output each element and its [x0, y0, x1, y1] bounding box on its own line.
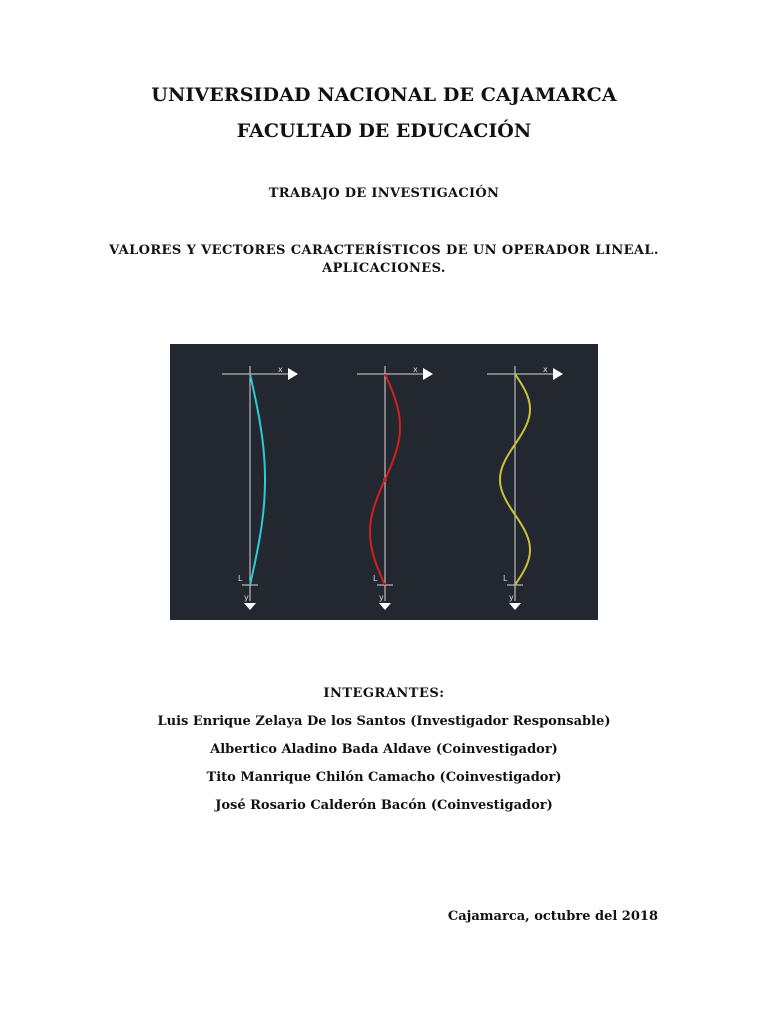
mode-panel-3 [487, 365, 563, 610]
y-axis-arrow-icon [379, 603, 391, 610]
length-label: L [373, 574, 378, 583]
faculty-name: FACULTAD DE EDUCACIÓN [236, 120, 532, 142]
mode-shapes-figure [170, 344, 598, 620]
length-label: L [503, 574, 508, 583]
member-item: Luis Enrique Zelaya De los Santos (Investigador Responsable) [157, 714, 611, 729]
x-axis-arrow-icon [553, 368, 563, 380]
y-axis-label: y [509, 593, 514, 602]
mode-shape-curve [250, 374, 265, 585]
y-axis-arrow-icon [509, 603, 521, 610]
x-axis-label: x [543, 365, 548, 374]
x-axis-arrow-icon [288, 368, 298, 380]
document-title-line-1: VALORES Y VECTORES CARACTERÍSTICOS DE UN OPERADOR LINEAL. [109, 243, 659, 258]
document-title-line-2: APLICACIONES. [322, 261, 446, 276]
x-axis-arrow-icon [423, 368, 433, 380]
members-heading: INTEGRANTES: [323, 686, 445, 701]
member-item: Albertico Aladino Bada Aldave (Coinvestigador) [210, 742, 558, 757]
x-axis-label: x [413, 365, 418, 374]
mode-shapes-diagram [170, 344, 598, 620]
y-axis-label: y [244, 593, 249, 602]
member-item: Tito Manrique Chilón Camacho (Coinvestigador) [206, 770, 562, 785]
mode-node-marker [383, 478, 387, 482]
x-axis-label: x [278, 365, 283, 374]
mode-panel-2 [357, 365, 433, 610]
y-axis-arrow-icon [244, 603, 256, 610]
length-label: L [238, 574, 243, 583]
university-name: UNIVERSIDAD NACIONAL DE CAJAMARCA [151, 84, 617, 106]
place-and-date: Cajamarca, octubre del 2018 [447, 909, 658, 924]
work-type: TRABAJO DE INVESTIGACIÓN [268, 186, 500, 201]
y-axis-label: y [379, 593, 384, 602]
mode-panel-1 [222, 365, 298, 610]
member-item: José Rosario Calderón Bacón (Coinvestigador) [215, 798, 553, 813]
